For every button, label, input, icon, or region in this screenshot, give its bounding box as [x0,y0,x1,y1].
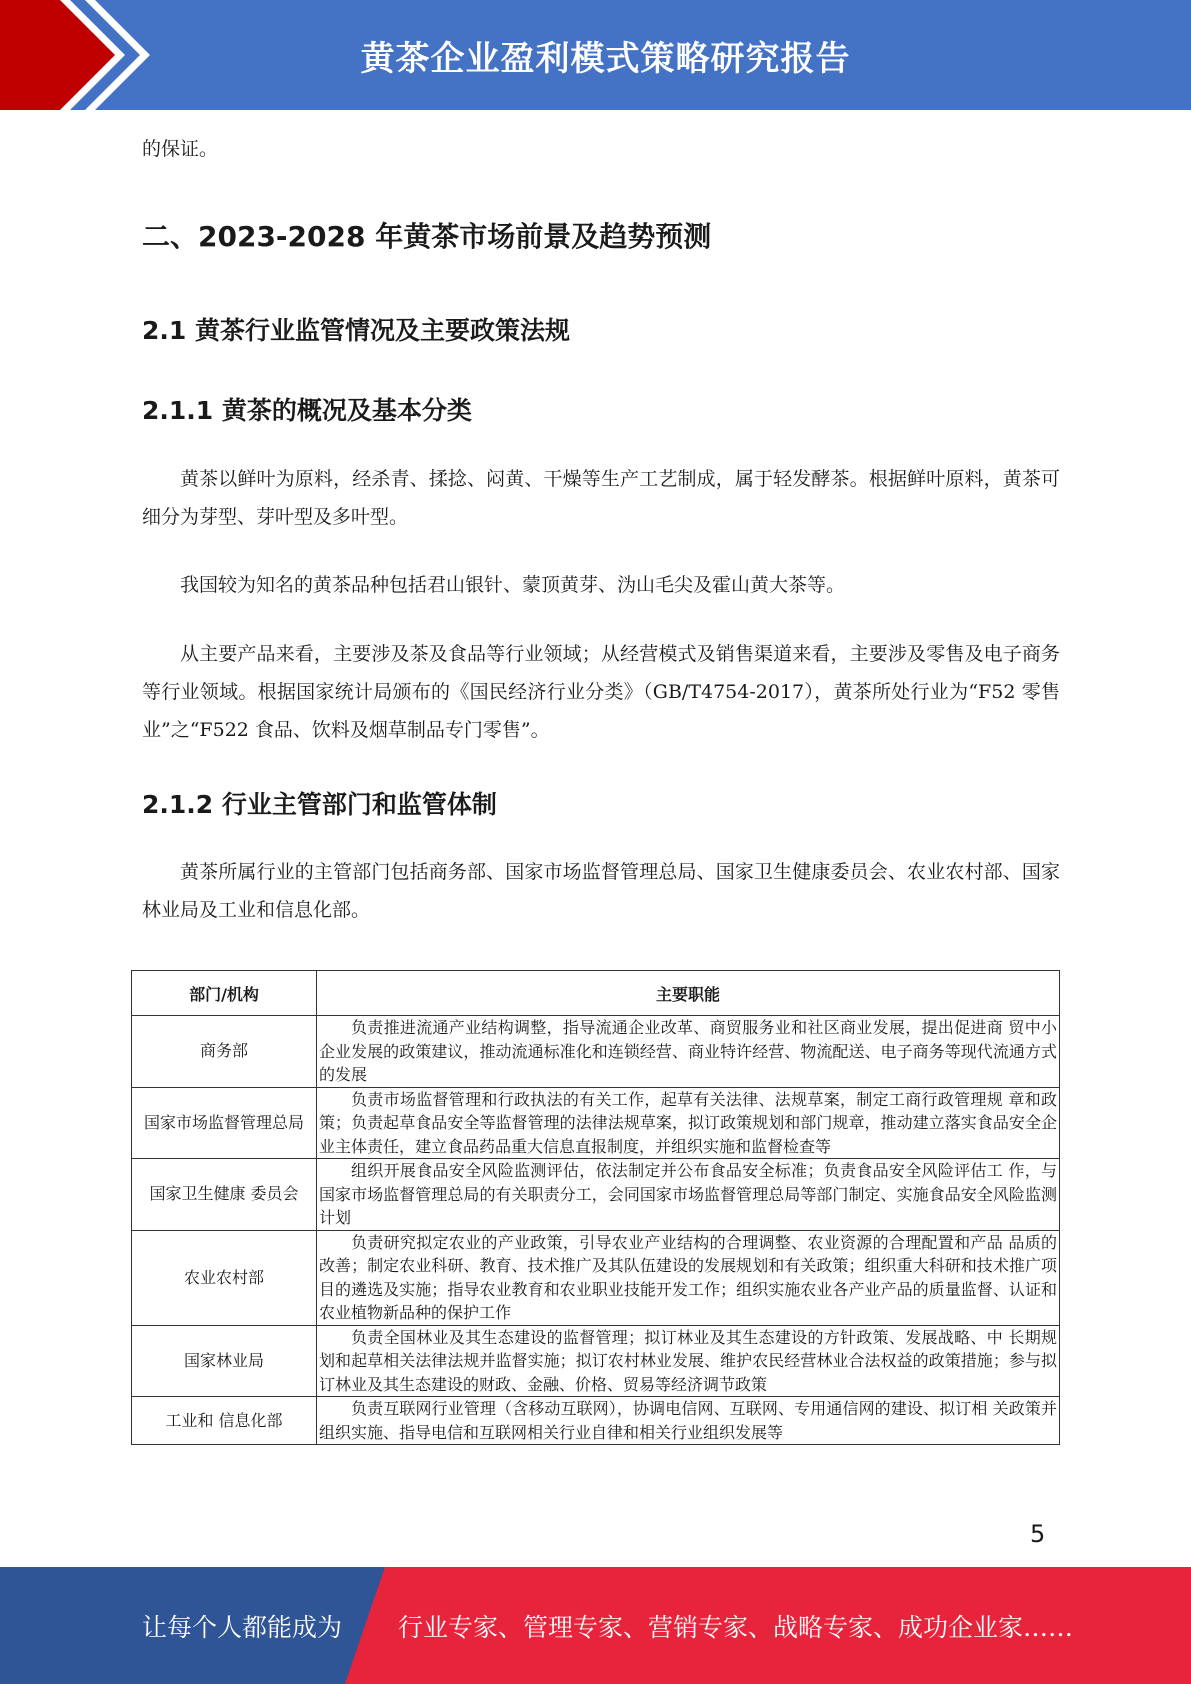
table-row [132,1230,1060,1325]
sub1-paragraph-3: 从主要产品来看，主要涉及茶及食品等行业领域；从经营模式及销售渠道来看，主要涉及零售及电子商务等行业领域。根据国家统计局颁布的《国民经济行业分类》（GB/T4754-2017），黄茶所处行业为“F52 零售业”之“F522 食品、饮料及烟草制品专门零售”。 [142,643,1060,741]
sub1-paragraph-1: 黄茶以鲜叶为原料，经杀青、揉捻、闷黄、干燥等生产工艺制成，属于轻发酵茶。根据鲜叶原料，黄茶可细分为芽型、芽叶型及多叶型。 [142,468,1060,528]
table-cell-duty: 组织开展食品安全风险监测评估，依法制定并公布食品安全标准；负责食品安全风险评估工 作，与国家市场监督管理总局的有关职责分工，会同国家市场监督管理总局等部门制定、实施食品安全风险监测计划 [317,1159,1060,1231]
carryover-text: 的保证。 [142,138,219,160]
page-footer [0,1567,1191,1684]
table-row [132,1016,1060,1088]
table-row [132,1159,1060,1231]
table-cell-duty: 负责互联网行业管理（含移动互联网），协调电信网、互联网、专用通信网的建设、拟订相 关政策并组织实施、指导电信和互联网相关行业自律和相关行业组织发展等 [317,1397,1060,1445]
subsection-title: 2.1 黄茶行业监管情况及主要政策法规 [142,316,570,345]
table-cell-dept: 国家卫生健康 委员会 [132,1159,317,1231]
page-header [0,0,1191,110]
regulator-duties-table [131,970,1060,1445]
table-cell-duty: 负责推进流通产业结构调整，指导流通企业改革、商贸服务业和社区商业发展，提出促进商 贸中小企业发展的政策建议，推动流通标准化和连锁经营、商业特许经营、物流配送、电子商务等现代流通方式的发展 [317,1016,1060,1088]
table-cell-duty: 负责市场监督管理和行政执法的有关工作，起草有关法律、法规草案，制定工商行政管理规 章和政策；负责起草食品安全等监督管理的法律法规草案，拟订政策规划和部门规章，推动建立落实食品安全企业主体责任，建立食品药品重大信息直报制度，并组织实施和监督检查等 [317,1087,1060,1159]
table-cell-duty: 负责全国林业及其生态建设的监督管理；拟订林业及其生态建设的方针政策、发展战略、中 长期规划和起草相关法律法规并监督实施；拟订农村林业发展、维护农民经营林业合法权益的政策措施；参与拟订林业及其生态建设的财政、金融、价格、贸易等经济调节政策 [317,1325,1060,1397]
table-cell-dept: 国家林业局 [132,1325,317,1397]
table-row [132,1087,1060,1159]
sub1-title: 2.1.1 黄茶的概况及基本分类 [142,396,472,425]
table-header-duty: 主要职能 [317,971,1060,1016]
table-cell-dept: 工业和 信息化部 [132,1397,317,1445]
table-cell-dept: 农业农村部 [132,1230,317,1325]
section-title: 二、2023-2028 年黄茶市场前景及趋势预测 [142,220,712,253]
table-header-row [132,971,1060,1016]
footer-slogan-left: 让每个人都能成为 [142,1612,343,1642]
table-cell-dept: 国家市场监督管理总局 [132,1087,317,1159]
table-header-dept: 部门/机构 [132,971,317,1016]
sub2-paragraph-1: 黄茶所属行业的主管部门包括商务部、国家市场监督管理总局、国家卫生健康委员会、农业农村部、国家林业局及工业和信息化部。 [142,861,1060,921]
table-cell-duty: 负责研究拟定农业的产业政策，引导农业产业结构的合理调整、农业资源的合理配置和产品 品质的改善；制定农业科研、教育、技术推广及其队伍建设的发展规划和有关政策；组织重大科研和技术推广项目的遴选及实施；指导农业教育和农业职业技能开发工作；组织实施农业各产业产品的质量监督、认证和农业植物新品种的保护工作 [317,1230,1060,1325]
table-row [132,1325,1060,1397]
table-cell-dept: 商务部 [132,1016,317,1088]
sub2-title: 2.1.2 行业主管部门和监管体制 [142,790,497,819]
table-row [132,1397,1060,1445]
sub1-paragraph-2: 我国较为知名的黄茶品种包括君山银针、蒙顶黄芽、沩山毛尖及霍山黄大茶等。 [180,574,846,596]
page-number: 5 [1030,1520,1046,1548]
page-content [142,130,1060,929]
report-title: 黄茶企业盈利模式策略研究报告 [360,38,851,79]
footer-slogan-right: 行业专家、管理专家、营销专家、战略专家、成功企业家…… [398,1612,1074,1642]
